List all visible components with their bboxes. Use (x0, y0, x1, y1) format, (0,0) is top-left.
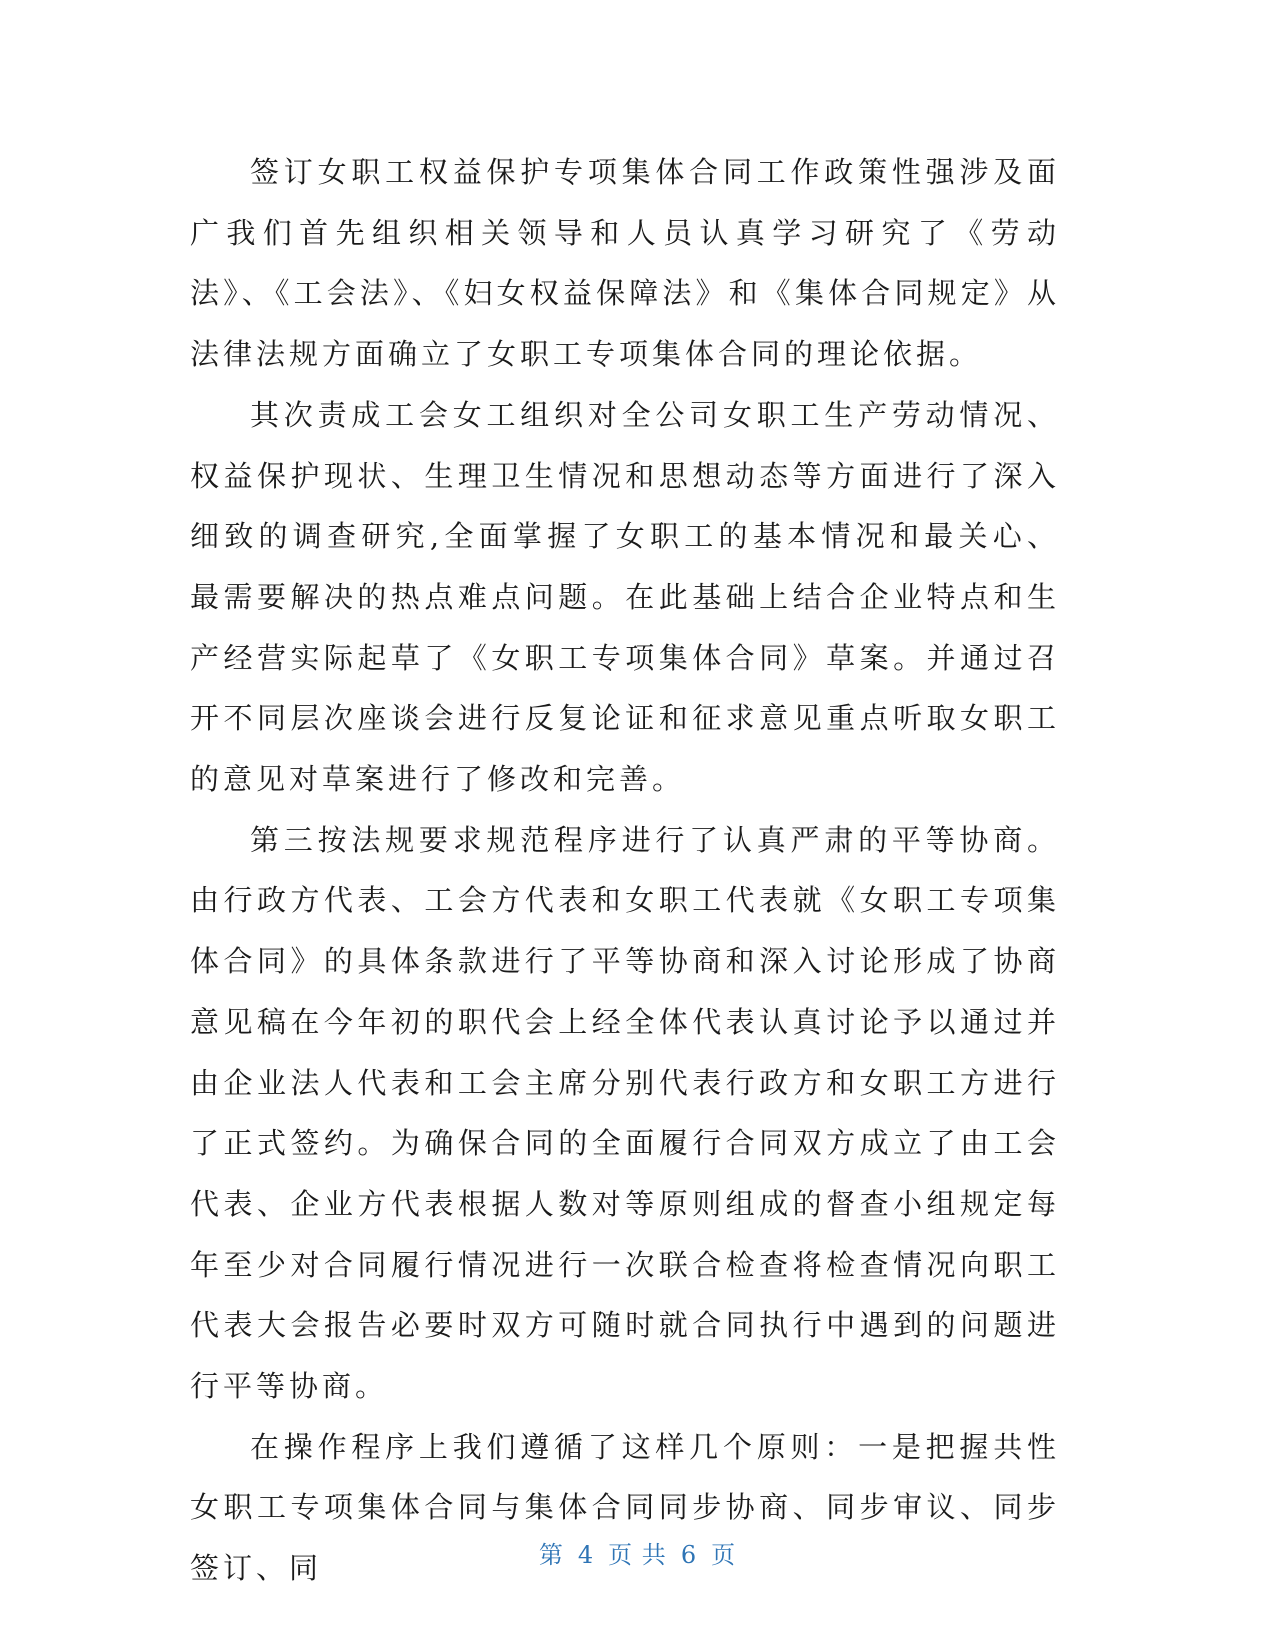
paragraph-4: 在操作程序上我们遵循了这样几个原则：一是把握共性女职工专项集体合同与集体合同同步协商、同步审议、同步签订、同 (190, 1429, 1060, 1586)
current-page-number: 4 (577, 1541, 595, 1569)
footer-middle: 页 共 (608, 1541, 667, 1569)
footer-suffix: 页 (711, 1541, 737, 1569)
page-footer (0, 1535, 1275, 1570)
paragraph-3: 第三按法规要求规范程序进行了认真严肃的平等协商。由行政方代表、工会方代表和女职工代表就《女职工专项集体合同》的具体条款进行了平等协商和深入讨论形成了协商意见稿在今年初的职代会上经全体代表认真讨论予以通过并由企业法人代表和工会主席分别代表行政方和女职工方进行了正式签约。为确保合同的全面履行合同双方成立了由工会代表、企业方代表根据人数对等原则组成的督查小组规定每年至少对合同履行情况进行一次联合检查将检查情况向职工代表大会报告必要时双方可随时就合同执行中遇到的问题进行平等协商。 (190, 822, 1060, 1404)
document-body (190, 142, 1060, 1599)
footer-prefix: 第 (538, 1541, 564, 1569)
paragraph-1: 签订女职工权益保护专项集体合同工作政策性强涉及面广我们首先组织相关领导和人员认真学习研究了《劳动法》、《工会法》、《妇女权益保障法》和《集体合同规定》从法律法规方面确立了女职工专项集体合同的理论依据。 (190, 155, 1060, 372)
paragraph-2: 其次责成工会女工组织对全公司女职工生产劳动情况、权益保护现状、生理卫生情况和思想动态等方面进行了深入细致的调查研究,全面掌握了女职工的基本情况和最关心、最需要解决的热点难点问题。在此基础上结合企业特点和生产经营实际起草了《女职工专项集体合同》草案。并通过召开不同层次座谈会进行反复论证和征求意见重点听取女职工的意见对草案进行了修改和完善。 (190, 397, 1060, 797)
total-pages-number: 6 (680, 1541, 698, 1569)
